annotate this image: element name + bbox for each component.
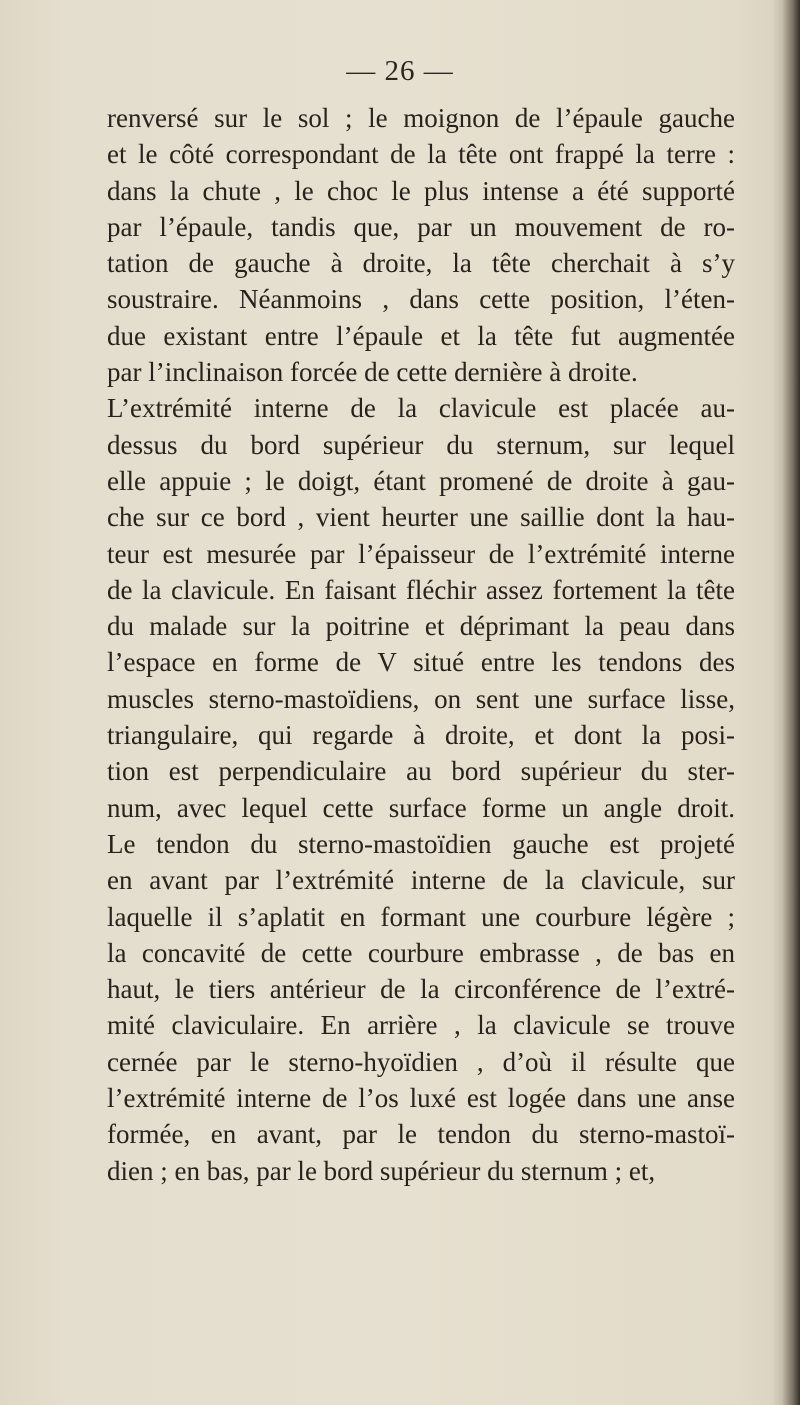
text-line: l’extrémité interne de l’os luxé est logée dans une anse <box>107 1083 735 1114</box>
text-line: elle appuie ; le doigt, étant promené de droite à gau- <box>107 465 735 496</box>
text-line: tation de gauche à droite, la tête cherchait à s’y <box>107 248 735 279</box>
text-line: du malade sur la poitrine et déprimant la peau dans <box>107 611 735 642</box>
text-line: dien ; en bas, par le bord supérieur du sternum ; et, <box>107 1155 656 1186</box>
text-line: triangulaire, qui regarde à droite, et dont la posi- <box>107 720 735 751</box>
text-line: cernée par le sterno-hyoïdien , d’où il résulte que <box>107 1046 735 1077</box>
text-line: l’espace en forme de V situé entre les tendons des <box>107 647 735 678</box>
body-text <box>107 100 735 1189</box>
text-line: che sur ce bord , vient heurter une saillie dont la hau- <box>107 502 735 533</box>
page-binding-shadow <box>772 0 800 1405</box>
text-line: laquelle il s’aplatit en formant une courbure légère ; <box>107 901 735 932</box>
text-line: formée, en avant, par le tendon du sterno-mastoï- <box>107 1119 735 1150</box>
text-line: par l’épaule, tandis que, par un mouvement de ro- <box>107 211 735 242</box>
text-line: muscles sterno-mastoïdiens, on sent une surface lisse, <box>107 683 735 714</box>
text-line: en avant par l’extrémité interne de la clavicule, sur <box>107 865 735 896</box>
text-line: num, avec lequel cette surface forme un angle droit. <box>107 792 735 823</box>
text-line: renversé sur le sol ; le moignon de l’épaule gauche <box>107 103 735 133</box>
text-line: mité claviculaire. En arrière , la clavicule se trouve <box>107 1010 735 1041</box>
text-line: Le tendon du sterno-mastoïdien gauche est projeté <box>107 828 735 859</box>
text-line: L’extrémité interne de la clavicule est placée au- <box>107 393 735 424</box>
page-number: — 26 — <box>346 55 454 87</box>
text-line: tion est perpendiculaire au bord supérieur du ster- <box>107 756 735 787</box>
text-line: par l’inclinaison forcée de cette dernière à droite. <box>107 357 638 388</box>
text-line: dessus du bord supérieur du sternum, sur lequel <box>107 429 735 460</box>
text-line: soustraire. Néanmoins , dans cette position, l’éten- <box>107 284 735 315</box>
text-line: due existant entre l’épaule et la tête fut augmentée <box>107 320 735 351</box>
text-line: dans la chute , le choc le plus intense a été supporté <box>107 175 735 206</box>
text-line: de la clavicule. En faisant fléchir assez fortement la tête <box>107 574 735 605</box>
text-line: teur est mesurée par l’épaisseur de l’extrémité interne <box>107 538 735 569</box>
text-line: et le côté correspondant de la tête ont frappé la terre : <box>107 139 735 170</box>
text-line: haut, le tiers antérieur de la circonférence de l’extré- <box>107 974 735 1005</box>
text-line: la concavité de cette courbure embrasse , de bas en <box>107 937 735 968</box>
